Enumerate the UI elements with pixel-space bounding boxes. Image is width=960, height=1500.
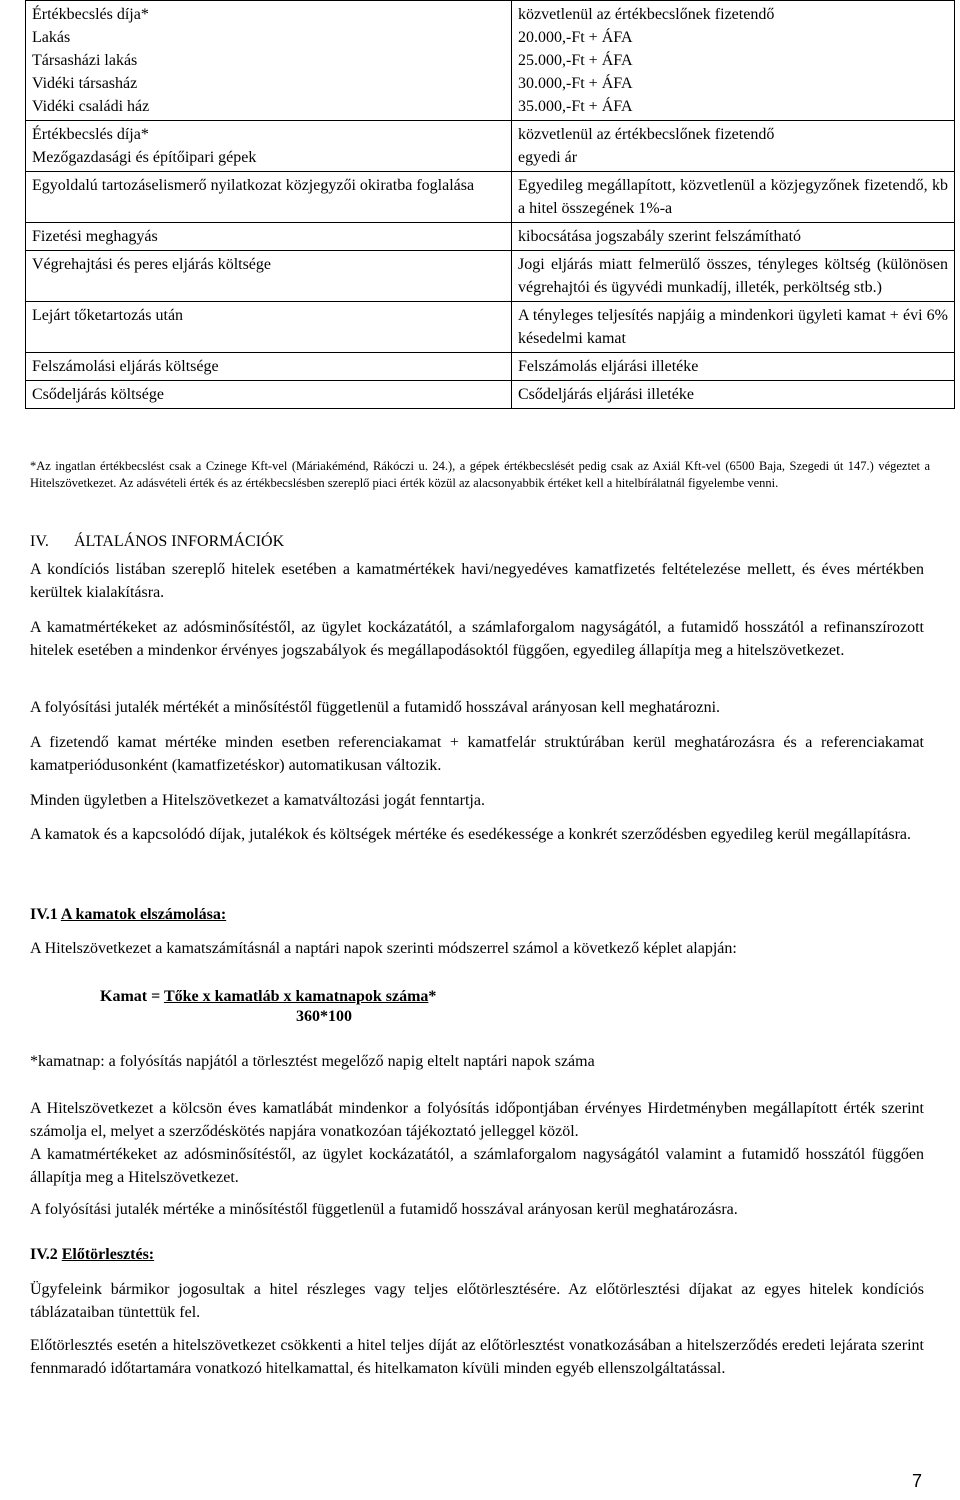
fee-amount-cell [512, 302, 955, 353]
fee-item-text: Végrehajtási és peres eljárás költsége [32, 256, 272, 273]
prepayment-paragraph: Ügyfeleink bármikor jogosultak a hitel részleges vagy teljes előtörlesztésére. Az előtörlesztési díjakat az egyes hitelek kondíciós táblázataiban tüntettük fel. [30, 1281, 924, 1321]
formula-denominator: 360*100 [296, 1008, 352, 1025]
interest-rate-paragraph: A Hitelszövetkezet a kölcsön éves kamatlábát mindenkor a folyósítás időpontjában érvényes Hirdetményben megállapított érték szerint számolja el, melyet a szerződéskötés napjára vonatkozóan tájékoztató jelleggel közöl. [30, 1100, 924, 1140]
interest-formula [100, 985, 436, 1008]
fee-amount-text: Csődeljárás eljárási illetéke [518, 386, 694, 403]
formula-numerator: Tőke x kamatláb x kamatnapok száma [163, 988, 429, 1005]
prepayment-paragraph: Előtörlesztés esetén a hitelszövetkezet csökkenti a hitel teljes díját az előtörlesztést vonatkozásában a hitelszerződés eredeti lejárata szerint fennmaradó időtartamára vonatkozó hitelkamattal, és hitelkamaton kívüli minden egyéb ellenszolgáltatással. [30, 1337, 924, 1377]
fee-row [26, 381, 955, 409]
fee-amount-cell [512, 172, 955, 223]
fee-item-cell [26, 353, 512, 381]
fee-row [26, 251, 955, 302]
fee-amount-text: A tényleges teljesítés napjáig a mindenkori ügyleti kamat + évi 6% késedelmi kamat [518, 307, 948, 347]
fee-item-text: Csődeljárás költsége [32, 386, 164, 403]
fee-amount-text: Felszámolás eljárási illetéke [518, 358, 699, 375]
section-iv-heading [30, 530, 284, 553]
fee-item-text: Felszámolási eljárás költsége [32, 358, 219, 375]
fee-item-text: Értékbecslés díja* [32, 6, 149, 23]
valuation-footnote: *Az ingatlan értékbecslést csak a Czinege Kft-vel (Máriakéménd, Rákóczi u. 24.), a gépek értékbecslését pedig csak az Axiál Kft-vel (6500 Baja, Szegedi út 147.) végeztet a Hitelszövetkezet. Az adásvételi érték és az értékbecslésben szereplő piaci érték közül az alacsonyabbik értéket kell a hitelbírálatnál figyelembe venni. [30, 459, 930, 490]
fee-item-text: Fizetési meghagyás [32, 228, 158, 245]
fee-item-text: Vidéki társasház [32, 75, 138, 92]
fee-amount-text: Jogi eljárás miatt felmerülő összes, tényleges költség (különösen végrehajtói és ügyvédi munkadíj, illeték, perköltség stb.) [518, 256, 948, 296]
fee-amount-text: egyedi ár [518, 149, 578, 166]
fee-item-cell [26, 302, 512, 353]
section-iv1-title: A kamatok elszámolása: [60, 906, 227, 923]
fee-amount-text: 35.000,-Ft + ÁFA [518, 98, 633, 115]
fee-row [26, 121, 955, 172]
section-iv-title: ÁLTALÁNOS INFORMÁCIÓK [74, 533, 285, 550]
section-iv2-heading [30, 1243, 154, 1266]
fee-amount-text: kibocsátása jogszabály szerint felszámítható [518, 228, 802, 245]
section-iv2-title: Előtörlesztés: [61, 1246, 155, 1263]
fee-item-cell [26, 1, 512, 121]
fee-amount-cell [512, 251, 955, 302]
general-info-paragraph: A kamatok és a kapcsolódó díjak, jutalékok és költségek mértéke és esedékessége a konkrét szerződésben egyedileg kerül megállapításra. [30, 826, 912, 843]
fee-amount-cell [512, 223, 955, 251]
fee-amount-text: Egyedileg megállapított, közvetlenül a közjegyzőnek fizetendő, kb a hitel összegének 1%-a [518, 177, 948, 217]
fee-item-text: Lakás [32, 29, 71, 46]
section-iv1-number: IV.1 [30, 906, 58, 923]
section-iv-number: IV. [30, 533, 49, 550]
fee-amount-cell [512, 353, 955, 381]
fee-item-text: Értékbecslés díja* [32, 126, 149, 143]
fee-amount-text: 30.000,-Ft + ÁFA [518, 75, 633, 92]
fee-amount-cell [512, 121, 955, 172]
fee-row [26, 172, 955, 223]
fee-row [26, 353, 955, 381]
commission-paragraph: A folyósítási jutalék mértéke a minősítéstől függetlenül a futamidő hosszával arányosan kerül meghatározásra. [30, 1201, 738, 1218]
formula-prefix: Kamat = [100, 988, 164, 1005]
fee-item-text: Társasházi lakás [32, 52, 138, 69]
section-iv2-number: IV.2 [30, 1246, 58, 1263]
fee-row [26, 302, 955, 353]
fee-row [26, 223, 955, 251]
interest-day-note: *kamatnap: a folyósítás napjától a törlesztést megelőző napig eltelt naptári napok száma [30, 1053, 595, 1070]
fee-item-cell [26, 251, 512, 302]
general-info-paragraph: A fizetendő kamat mértéke minden esetben referenciakamat + kamatfelár struktúrában kerül meghatározásra és a referenciakamat kamatperiódusonként (kamatfizetéskor) automatikusan változik. [30, 734, 924, 774]
interest-calc-intro: A Hitelszövetkezet a kamatszámításnál a naptári napok szerinti módszerrel számol a következő képlet alapján: [30, 940, 737, 957]
fee-item-cell [26, 381, 512, 409]
fee-amount-cell [512, 381, 955, 409]
fee-item-text: Mezőgazdasági és építőipari gépek [32, 149, 257, 166]
fee-amount-text: közvetlenül az értékbecslőnek fizetendő [518, 6, 775, 23]
fee-amount-text: közvetlenül az értékbecslőnek fizetendő [518, 126, 775, 143]
interest-rate-paragraph: A kamatmértékeket az adósminősítéstől, az ügylet kockázatától, a számlaforgalom nagyságától valamint a futamidő hosszától függően állapítja meg a Hitelszövetkezet. [30, 1146, 924, 1186]
fee-item-text: Vidéki családi ház [32, 98, 150, 115]
fee-item-cell [26, 172, 512, 223]
section-iv1-heading [30, 903, 226, 926]
fee-amount-text: 25.000,-Ft + ÁFA [518, 52, 633, 69]
general-info-paragraph: A kondíciós listában szereplő hitelek esetében a kamatmértékek havi/negyedéves kamatfizetés feltételezése mellett, és éves mértékben kerültek kialakításra. [30, 561, 924, 601]
fee-amount-text: 20.000,-Ft + ÁFA [518, 29, 633, 46]
fee-item-cell [26, 121, 512, 172]
general-info-paragraph: A kamatmértékeket az adósminősítéstől, az ügylet kockázatától, a számlaforgalom nagyságától, a futamidő hosszától a refinanszírozott hitelek esetében a mindenkor érvényes jogszabályok és megállapodásoktól függően, egyedileg állapítja meg a hitelszövetkezet. [30, 619, 924, 659]
general-info-paragraph: Minden ügyletben a Hitelszövetkezet a kamatváltozási jogát fenntartja. [30, 792, 485, 809]
fee-item-text: Lejárt tőketartozás után [32, 307, 184, 324]
page-number: 7 [911, 1471, 922, 1491]
formula-star: * [428, 988, 437, 1005]
fee-item-text: Egyoldalú tartozáselismerő nyilatkozat közjegyzői okiratba foglalása [32, 177, 475, 194]
fee-row [26, 1, 955, 121]
fee-table [25, 0, 955, 409]
fee-item-cell [26, 223, 512, 251]
general-info-paragraph: A folyósítási jutalék mértékét a minősítéstől függetlenül a futamidő hosszával arányosan kell meghatározni. [30, 699, 721, 716]
fee-amount-cell [512, 1, 955, 121]
